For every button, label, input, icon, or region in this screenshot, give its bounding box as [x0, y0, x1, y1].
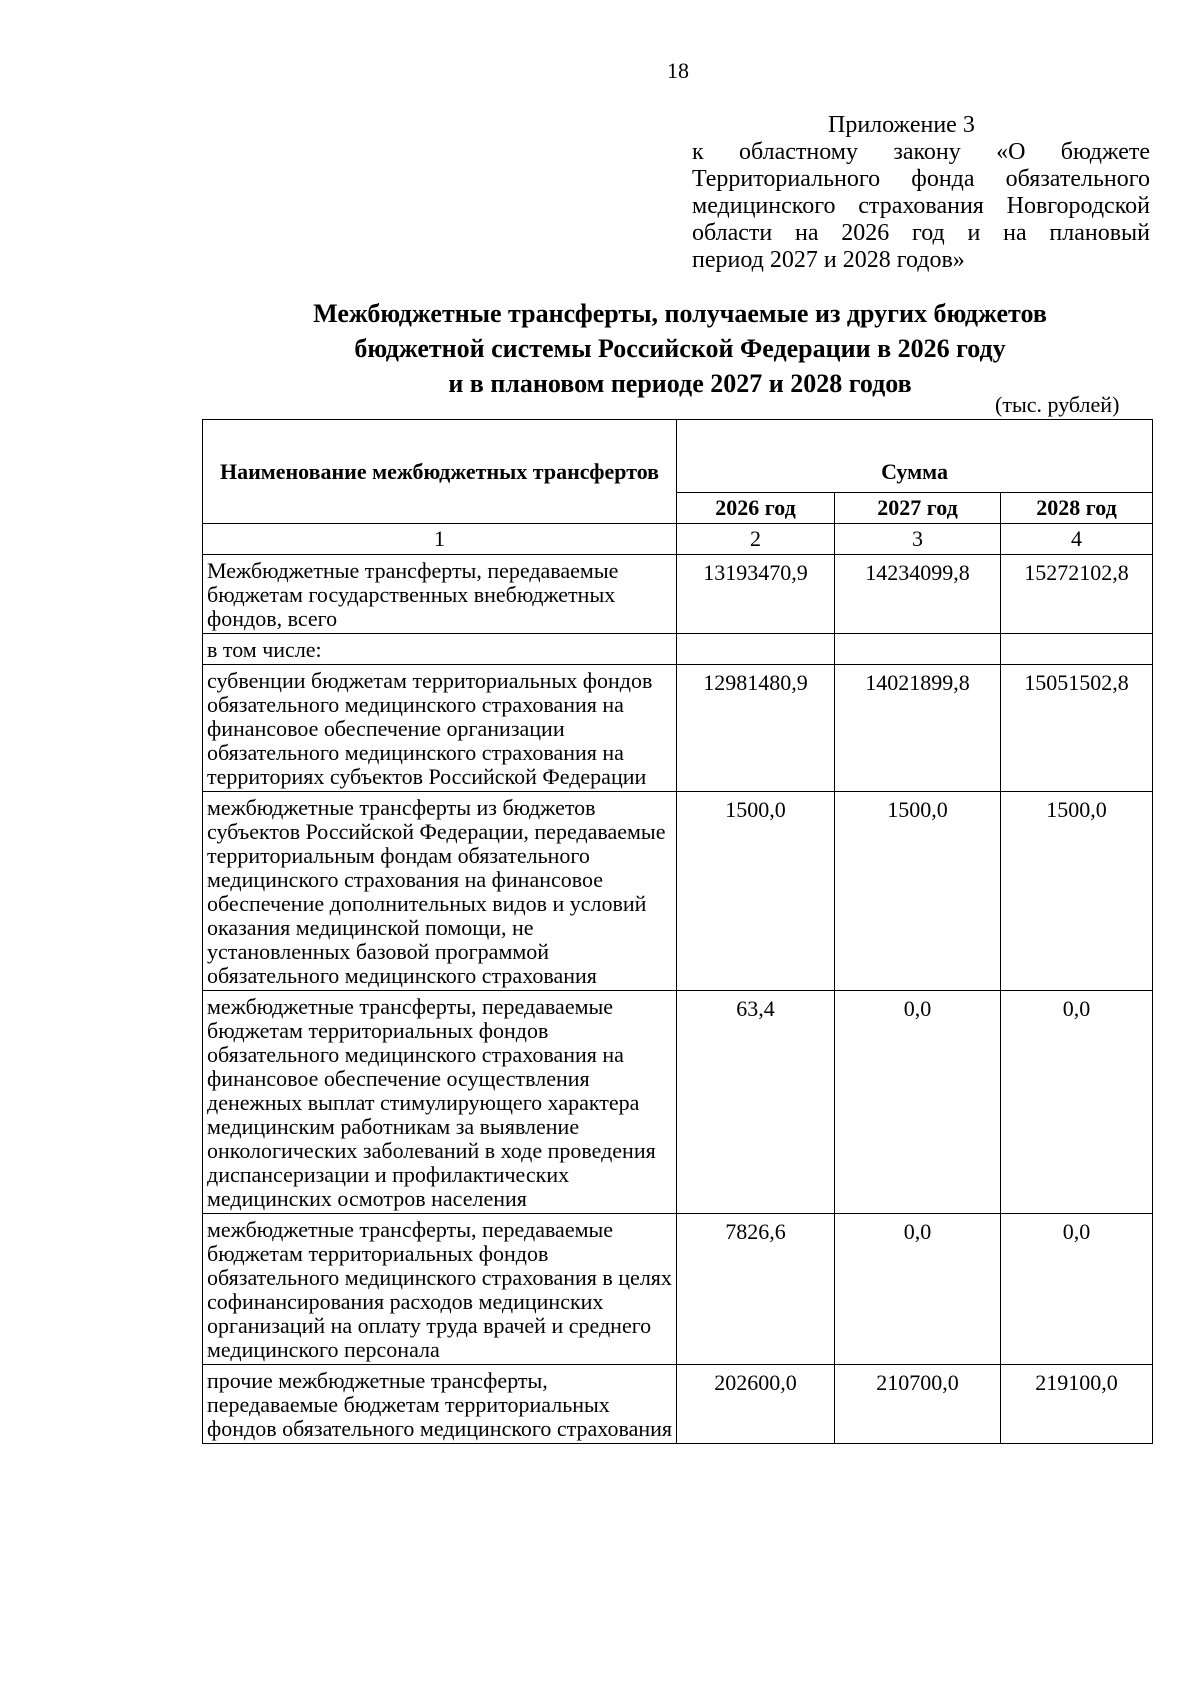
- row-name: субвенции бюджетам территориальных фондов обязательного медицинского страхования на финансовое обеспечение организации обязательного медицинского страхования на территориях субъектов Российской Федерации: [203, 665, 677, 792]
- row-name: прочие межбюджетные трансферты, передаваемые бюджетам территориальных фондов обязательного медицинского страхования: [203, 1365, 677, 1444]
- title-line: бюджетной системы Российской Федерации в 2026 году: [354, 334, 1006, 363]
- value-2026: 1500,0: [677, 792, 835, 991]
- appendix-title: Приложение 3: [828, 112, 975, 138]
- document-title: [180, 296, 1180, 401]
- appendix-line: области на 2026 год и на плановый: [692, 220, 1150, 246]
- value-2028: 219100,0: [1001, 1365, 1153, 1444]
- appendix-line: медицинского страхования Новгородской: [692, 193, 1150, 219]
- table-row: [203, 1365, 1153, 1444]
- row-name: Межбюджетные трансферты, передаваемые бюджетам государственных внебюджетных фондов, всего: [203, 555, 677, 634]
- value-2027: [835, 634, 1001, 665]
- value-2026: 7826,6: [677, 1214, 835, 1365]
- units-label: (тыс. рублей): [995, 392, 1120, 417]
- value-2026: 202600,0: [677, 1365, 835, 1444]
- appendix-line: к областному закону «О бюджете: [692, 139, 1150, 165]
- value-2028: 1500,0: [1001, 792, 1153, 991]
- appendix-block: [692, 112, 1150, 274]
- value-2027: 14021899,8: [835, 665, 1001, 792]
- header-name: Наименование межбюджетных трансфертов: [203, 420, 677, 524]
- header-year: 2027 год: [835, 493, 1001, 524]
- table-header-row: [203, 420, 1153, 493]
- appendix-line: Территориального фонда обязательного: [692, 166, 1150, 192]
- value-2027: 1500,0: [835, 792, 1001, 991]
- column-number: 1: [203, 524, 677, 555]
- appendix-line: период 2027 и 2028 годов»: [692, 247, 965, 273]
- value-2027: 210700,0: [835, 1365, 1001, 1444]
- value-2027: 0,0: [835, 991, 1001, 1214]
- value-2026: 63,4: [677, 991, 835, 1214]
- value-2028: [1001, 634, 1153, 665]
- row-name: межбюджетные трансферты из бюджетов субъектов Российской Федерации, передаваемые территориальным фондам обязательного медицинского страхования на финансовое обеспечение дополнительных видов и условий оказания медицинской помощи, не установленных базовой программой обязательного медицинского страхования: [203, 792, 677, 991]
- value-2028: 0,0: [1001, 991, 1153, 1214]
- value-2028: 0,0: [1001, 1214, 1153, 1365]
- value-2028: 15051502,8: [1001, 665, 1153, 792]
- column-number: 3: [835, 524, 1001, 555]
- table-row: [203, 555, 1153, 634]
- transfers-table: [202, 419, 1153, 1444]
- title-line: Межбюджетные трансферты, получаемые из других бюджетов: [313, 299, 1047, 328]
- value-2026: 12981480,9: [677, 665, 835, 792]
- table-row: [203, 665, 1153, 792]
- value-2027: 14234099,8: [835, 555, 1001, 634]
- table-row: [203, 792, 1153, 991]
- table-row: [203, 634, 1153, 665]
- header-year: 2026 год: [677, 493, 835, 524]
- table-row: [203, 991, 1153, 1214]
- value-2027: 0,0: [835, 1214, 1001, 1365]
- column-number: 4: [1001, 524, 1153, 555]
- row-name: межбюджетные трансферты, передаваемые бюджетам территориальных фондов обязательного медицинского страхования на финансовое обеспечение осуществления денежных выплат стимулирующего характера медицинским работникам за выявление онкологических заболеваний в ходе проведения диспансеризации и профилактических медицинских осмотров населения: [203, 991, 677, 1214]
- title-line: и в плановом периоде 2027 и 2028 годов: [448, 369, 912, 398]
- header-year: 2028 год: [1001, 493, 1153, 524]
- row-name: в том числе:: [203, 634, 677, 665]
- column-number-row: [203, 524, 1153, 555]
- row-name: межбюджетные трансферты, передаваемые бюджетам территориальных фондов обязательного медицинского страхования в целях софинансирования расходов медицинских организаций на оплату труда врачей и среднего медицинского персонала: [203, 1214, 677, 1365]
- page-number: 18: [667, 58, 689, 83]
- column-number: 2: [677, 524, 835, 555]
- value-2028: 15272102,8: [1001, 555, 1153, 634]
- value-2026: 13193470,9: [677, 555, 835, 634]
- header-sum: Сумма: [677, 420, 1153, 493]
- value-2026: [677, 634, 835, 665]
- table-row: [203, 1214, 1153, 1365]
